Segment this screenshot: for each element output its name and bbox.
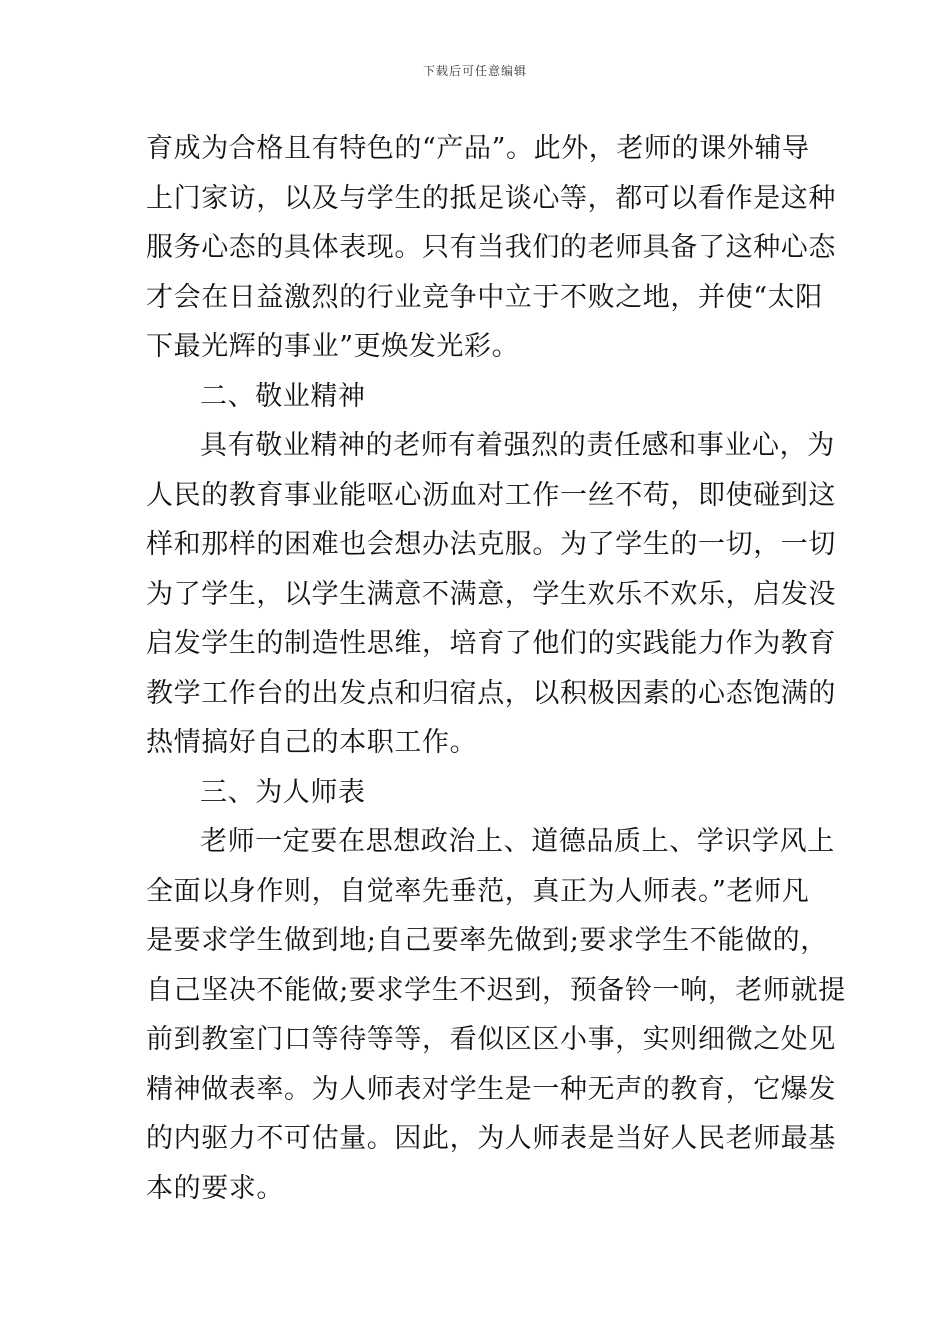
text-line: 人民的教育事业能呕心沥血对工作一丝不苟，即使碰到这 [146, 479, 836, 511]
page-header: 下载后可任意编辑 [422, 64, 527, 78]
text-line: 启发学生的制造性思维，培育了他们的实践能力作为教育 [146, 628, 836, 659]
text-line: 才会在日益激烈的行业竞争中立于不败之地，并使“太阳 [146, 281, 823, 313]
text-line: 本的要求。 [146, 1172, 284, 1204]
text-line: 自己坚决不能做;要求学生不迟到，预备铃一响，老师就提 [146, 974, 846, 1006]
text-line: 为了学生，以学生满意不满意，学生欢乐不欢乐，启发没 [146, 578, 836, 610]
text-line: 样和那样的困难也会想办法克服。为了学生的一切，一切 [146, 529, 836, 560]
text-line: 全面以身作则，自觉率先垂范，真正为人师表。”老师凡 [146, 875, 810, 907]
text-line: 育成为合格且有特色的“产品”。此外，老师的课外辅导 [146, 133, 810, 164]
section-heading: 二、敬业精神 [200, 380, 366, 412]
text-line: 下最光辉的事业”更焕发光彩。 [146, 331, 520, 362]
document-body [146, 124, 846, 1213]
text-line: 服务心态的具体表现。只有当我们的老师具备了这种心态 [146, 232, 836, 263]
text-line: 精神做表率。为人师表对学生是一种无声的教育，它爆发 [146, 1073, 836, 1105]
section-heading: 三、为人师表 [200, 776, 366, 808]
text-line: 的内驱力不可估量。因此，为人师表是当好人民老师最基 [146, 1123, 836, 1154]
text-line: 热情搞好自己的本职工作。 [146, 727, 478, 758]
text-line: 教学工作台的出发点和归宿点，以积极因素的心态饱满的 [146, 677, 836, 709]
text-line: 前到教室门口等待等等，看似区区小事，实则细微之处见 [146, 1024, 836, 1055]
text-line: 是要求学生做到地;自己要率先做到;要求学生不能做的， [146, 925, 828, 956]
text-line: 具有敬业精神的老师有着强烈的责任感和事业心，为 [200, 430, 835, 461]
text-line: 老师一定要在思想政治上、道德品质上、学识学风上 [200, 826, 835, 857]
text-line: 上门家访，以及与学生的抵足谈心等，都可以看作是这种 [146, 182, 836, 214]
